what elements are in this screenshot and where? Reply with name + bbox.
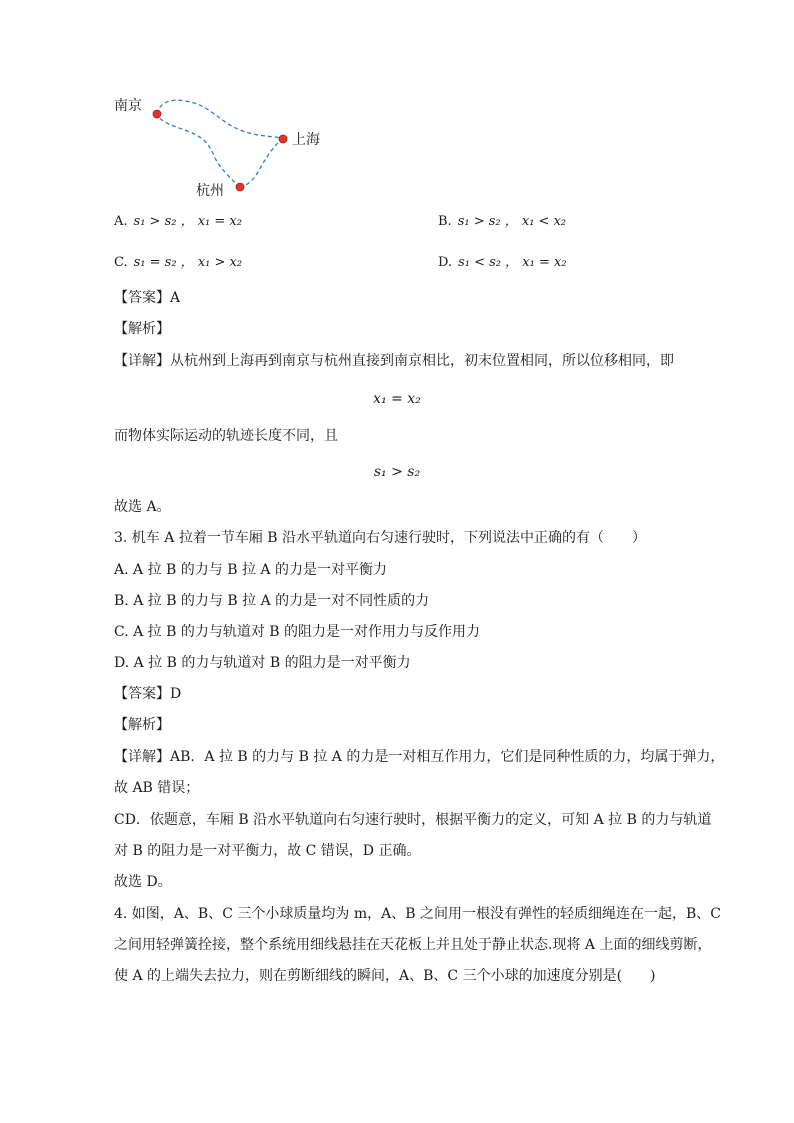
q2-option-a: A. s₁ > s₂ ， x₁ = x₂ <box>114 214 242 229</box>
q3-detail-2: CD．依题意，车厢 B 沿水平轨道向右匀速行驶时，根据平衡力的定义，可知 A 拉 B 的力与轨道 <box>114 812 712 828</box>
q3-conclusion: 故选 D。 <box>114 874 172 890</box>
route-shanghai-hangzhou <box>240 138 283 187</box>
q3-stem: 3. 机车 A 拉着一节车厢 B 沿水平轨道向右匀速行驶时，下列说法中正确的有（ ） <box>114 530 647 546</box>
q3-answer: 【答案】D <box>114 686 182 702</box>
route-hangzhou-nanjing <box>157 114 240 187</box>
q3-analysis-title: 【解析】 <box>114 717 170 733</box>
q3-option-c: C. A 拉 B 的力与轨道对 B 的阻力是一对作用力与反作用力 <box>114 624 481 640</box>
city-dot-nanjing <box>153 110 161 118</box>
q3-detail-2b: 对 B 的阻力是一对平衡力，故 C 错误，D 正确。 <box>114 843 421 859</box>
city-label-shanghai: 上海 <box>292 132 320 148</box>
q4-stem-line-2: 之间用轻弹簧拴接，整个系统用细线悬挂在天花板上并且处于静止状态.现将 A 上面的细线剪断， <box>114 937 712 953</box>
q2-detail: 【详解】从杭州到上海再到南京与杭州直接到南京相比，初末位置相同，所以位移相同，即 <box>114 353 674 369</box>
q2-option-d: D. s₁ < s₂ ， x₁ = x₂ <box>438 255 567 270</box>
q2-equation-1: x₁ = x₂ <box>373 391 421 407</box>
q2-conclusion: 故选 A。 <box>114 499 171 515</box>
city-dot-hangzhou <box>236 183 244 191</box>
q2-option-c: C. s₁ = s₂ ， x₁ > x₂ <box>114 255 243 270</box>
q3-option-d: D. A 拉 B 的力与轨道对 B 的阻力是一对平衡力 <box>114 655 411 671</box>
q2-option-b: B. s₁ > s₂ ， x₁ < x₂ <box>438 214 567 229</box>
route-nanjing-shanghai <box>157 100 283 138</box>
q2-answer: 【答案】A <box>114 290 181 306</box>
city-dot-shanghai <box>279 135 287 143</box>
city-label-hangzhou: 杭州 <box>196 183 224 199</box>
q3-option-b: B. A 拉 B 的力与 B 拉 A 的力是一对不同性质的力 <box>114 593 430 609</box>
q4-stem-line-3: 使 A 的上端失去拉力，则在剪断细线的瞬间，A、B、C 三个小球的加速度分别是( ) <box>114 968 656 984</box>
q3-option-a: A. A 拉 B 的力与 B 拉 A 的力是一对平衡力 <box>114 562 387 578</box>
q3-detail-1: 【详解】AB．A 拉 B 的力与 B 拉 A 的力是一对相互作用力，它们是同种性质的力，均属于弹力， <box>114 749 725 765</box>
q2-analysis-title: 【解析】 <box>114 321 170 337</box>
q2-equation-2: s₁ > s₂ <box>373 464 421 480</box>
q4-stem-line-1: 4. 如图，A、B、C 三个小球质量均为 m，A、B 之间用一根没有弹性的轻质细绳连在一起，B、C <box>114 906 721 922</box>
q2-detail-2: 而物体实际运动的轨迹长度不同，且 <box>114 428 338 444</box>
q3-detail-1b: 故 AB 错误； <box>114 780 200 796</box>
city-label-nanjing: 南京 <box>114 98 142 114</box>
